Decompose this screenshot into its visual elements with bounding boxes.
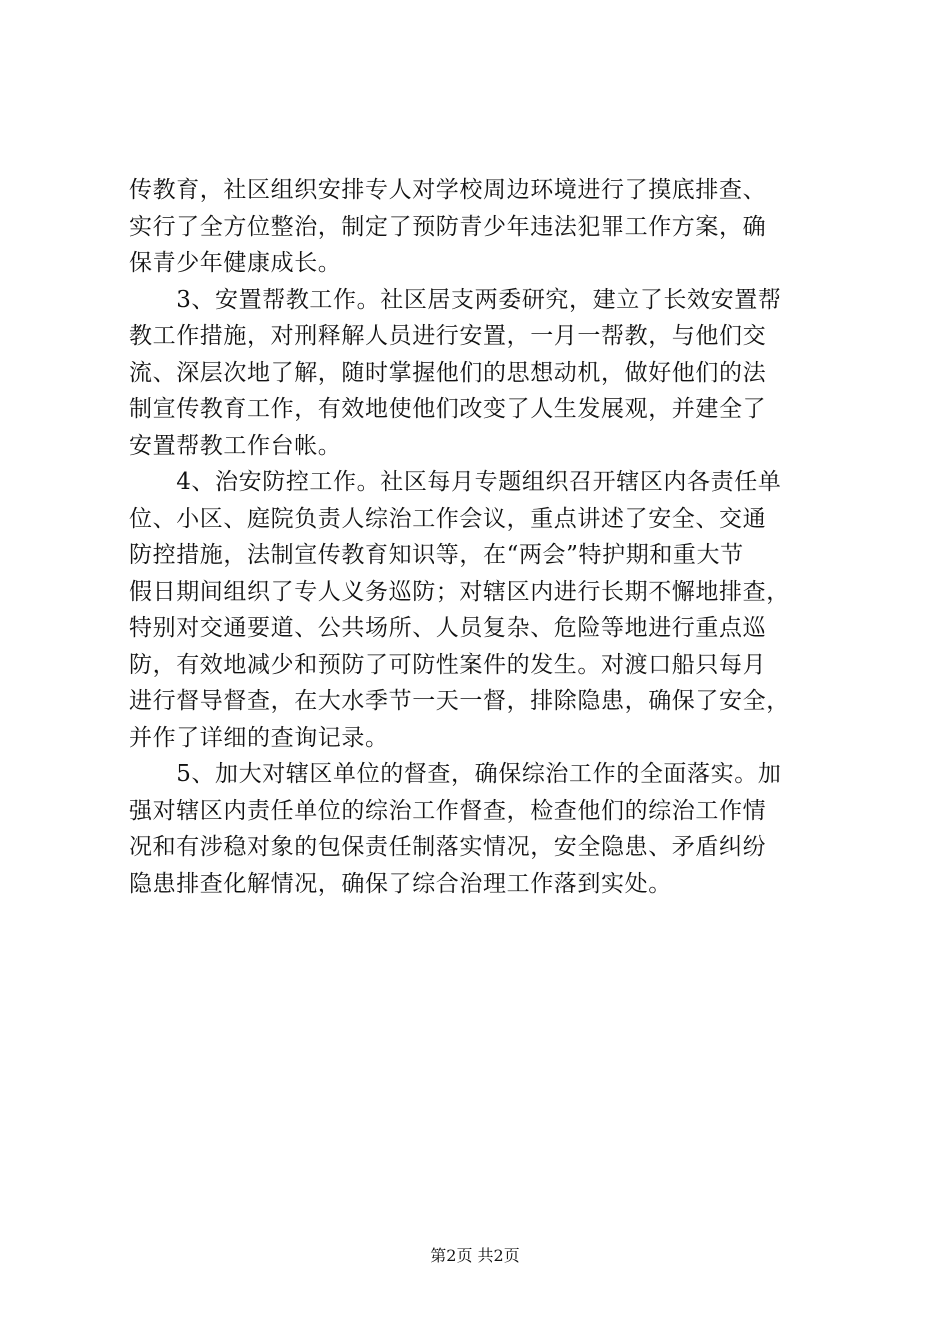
text-line: 防，有效地减少和预防了可防性案件的发生。对渡口船只每月 bbox=[129, 651, 767, 678]
text-line: 制宣传教育工作，有效地使他们改变了人生发展观，并建全了 bbox=[129, 396, 767, 422]
text-line: 安置帮教工作台帐。 bbox=[129, 432, 342, 459]
text-line: 隐患排查化解情况，确保了综合治理工作落到实处。 bbox=[129, 870, 672, 897]
text-line: 并作了详细的查询记录。 bbox=[129, 724, 389, 751]
text-line: 防控措施，法制宣传教育知识等，在“两会”特护期和重大节 bbox=[129, 542, 744, 568]
body-text bbox=[129, 172, 829, 902]
text-line: 特别对交通要道、公共场所、人员复杂、危险等地进行重点巡 bbox=[129, 615, 767, 641]
text-line: 进行督导督查，在大水季节一天一督，排除隐患，确保了安全， bbox=[129, 688, 790, 714]
text-line: 实行了全方位整治，制定了预防青少年违法犯罪工作方案，确 bbox=[129, 213, 767, 240]
text-line: 流、深层次地了解，随时掌握他们的思想动机，做好他们的法 bbox=[129, 359, 767, 386]
text-line: 况和有涉稳对象的包保责任制落实情况，安全隐患、矛盾纠纷 bbox=[129, 834, 767, 860]
text-line: 假日期间组织了专人义务巡防；对辖区内进行长期不懈地排查， bbox=[129, 578, 790, 605]
text-line: 4、治安防控工作。社区每月专题组织召开辖区内各责任单 bbox=[129, 469, 782, 495]
text-line: 3、安置帮教工作。社区居支两委研究，建立了长效安置帮 bbox=[129, 286, 782, 313]
text-line: 保青少年健康成长。 bbox=[129, 250, 342, 276]
text-line: 位、小区、庭院负责人综治工作会议，重点讲述了安全、交通 bbox=[129, 505, 767, 532]
page-footer: 第2页 共2页 bbox=[430, 1246, 520, 1265]
text-line: 教工作措施，对刑释解人员进行安置，一月一帮教，与他们交 bbox=[129, 323, 767, 349]
text-line: 强对辖区内责任单位的综治工作督查，检查他们的综治工作情 bbox=[129, 797, 767, 824]
text-line: 传教育，社区组织安排专人对学校周边环境进行了摸底排查、 bbox=[129, 177, 767, 203]
text-line: 5、加大对辖区单位的督查，确保综治工作的全面落实。加 bbox=[129, 761, 782, 787]
